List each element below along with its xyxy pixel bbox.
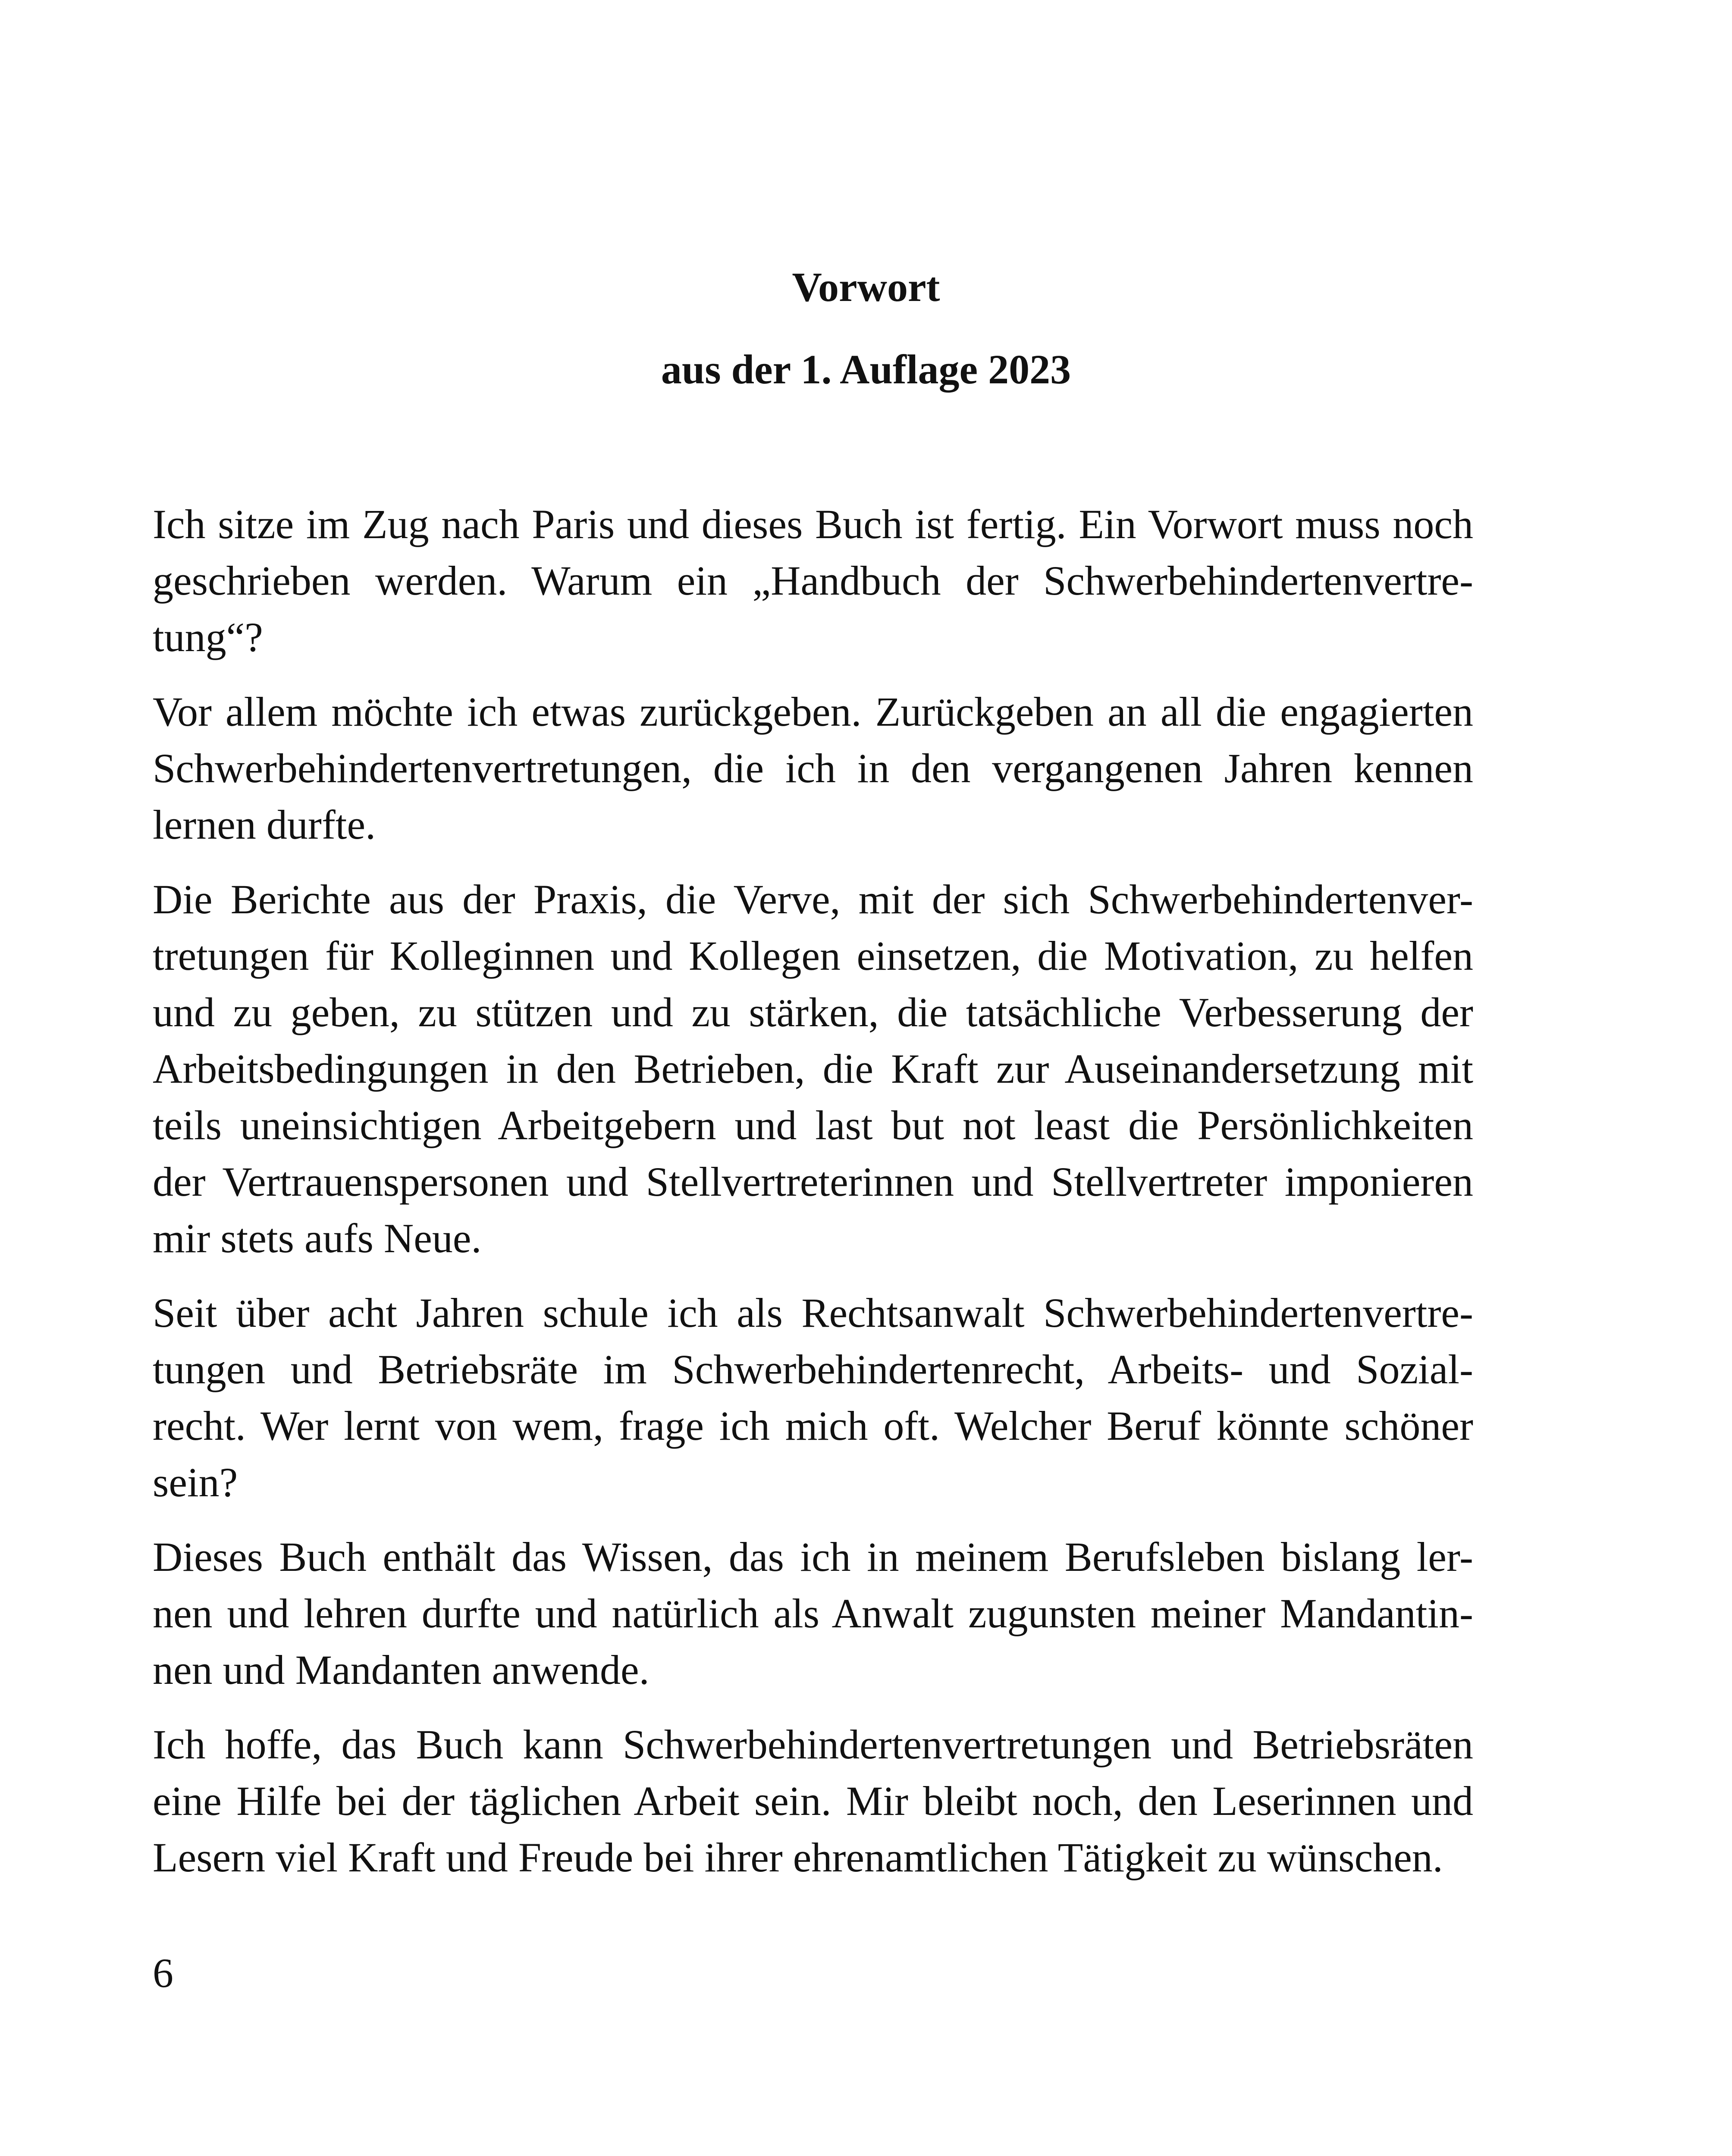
paragraph (153, 1529, 1473, 1698)
text-line: Die Berichte aus der Praxis, die Verve, mit der sich Schwerbehindertenver- (153, 876, 1473, 922)
text-line: teils uneinsichtigen Arbeitgebern und last but not least die Persönlichkeiten (153, 1102, 1473, 1148)
text-line: Seit über acht Jahren schule ich als Rechtsanwalt Schwerbehindertenvertre- (153, 1290, 1473, 1336)
text-line: tung“? (153, 614, 263, 660)
paragraph (153, 1716, 1473, 1886)
text-line: nen und Mandanten anwende. (153, 1647, 650, 1693)
text-line: Ich sitze im Zug nach Paris und dieses Buch ist fertig. Ein Vorwort muss noch (153, 501, 1473, 547)
text-line: Ich hoffe, das Buch kann Schwerbehindertenvertretungen und Betriebsräten (153, 1721, 1473, 1767)
text-line: eine Hilfe bei der täglichen Arbeit sein. Mir bleibt noch, den Leserinnen und (153, 1778, 1473, 1824)
chapter-subtitle: aus der 1. Auflage 2023 (661, 346, 1071, 392)
text-line: mir stets aufs Neue. (153, 1215, 482, 1261)
paragraph (153, 683, 1473, 853)
page-number: 6 (153, 1950, 173, 1996)
chapter-title: Vorwort (792, 264, 940, 310)
text-line: geschrieben werden. Warum ein „Handbuch der Schwerbehindertenvertre- (153, 558, 1473, 604)
text-line: recht. Wer lernt von wem, frage ich mich oft. Welcher Beruf könnte schöner (153, 1403, 1473, 1449)
text-line: nen und lehren durfte und natürlich als Anwalt zugunsten meiner Mandantin- (153, 1590, 1473, 1636)
text-line: Dieses Buch enthält das Wissen, das ich in meinem Berufsleben bislang ler- (153, 1534, 1473, 1580)
text-line: sein? (153, 1459, 238, 1505)
text-line: Vor allem möchte ich etwas zurückgeben. Zurückgeben an all die engagierten (153, 689, 1473, 735)
text-line: lernen durfte. (153, 802, 376, 848)
paragraph (153, 496, 1473, 665)
paragraph (153, 871, 1473, 1266)
text-line: und zu geben, zu stützen und zu stärken, die tatsächliche Verbesserung der (153, 989, 1473, 1035)
paragraph (153, 1285, 1473, 1510)
text-line: Arbeitsbedingungen in den Betrieben, die Kraft zur Auseinandersetzung mit (153, 1046, 1473, 1092)
text-line: Lesern viel Kraft und Freude bei ihrer ehrenamtlichen Tätigkeit zu wünschen. (153, 1834, 1443, 1880)
text-line: tungen und Betriebsräte im Schwerbehindertenrecht, Arbeits- und Sozial- (153, 1346, 1473, 1392)
body-text (153, 496, 1473, 1904)
text-line: Schwerbehindertenvertretungen, die ich in den vergangenen Jahren kennen (153, 745, 1473, 791)
text-line: tretungen für Kolleginnen und Kollegen einsetzen, die Motivation, zu helfen (153, 933, 1473, 979)
text-line: der Vertrauenspersonen und Stellvertreterinnen und Stellvertreter imponieren (153, 1159, 1473, 1205)
